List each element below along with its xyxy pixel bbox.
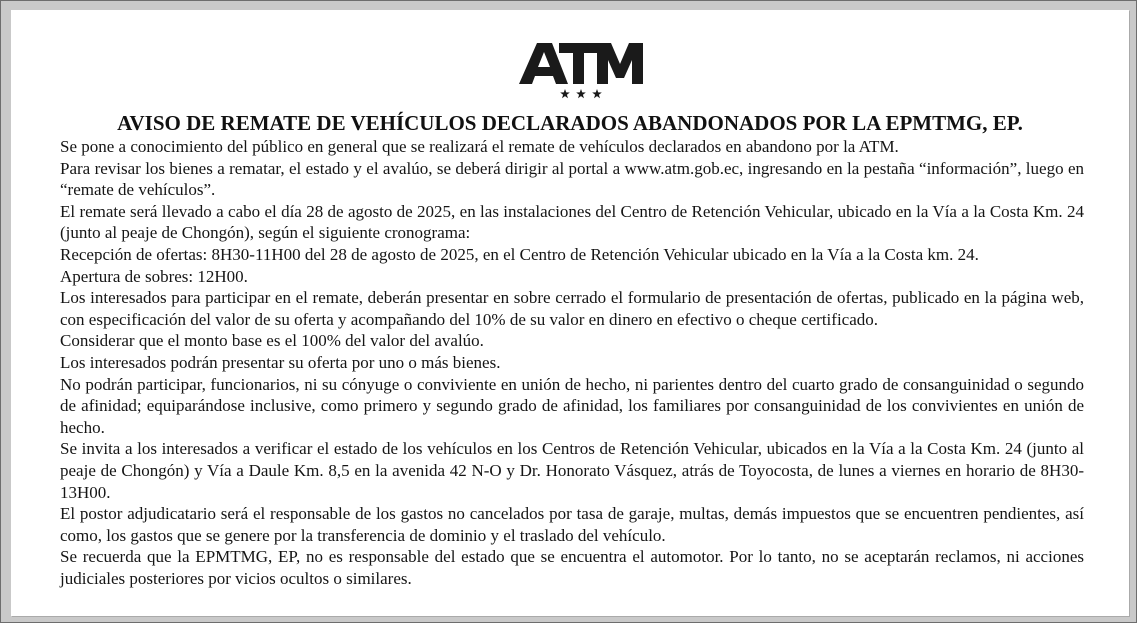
paragraph-participation-requirements: Los interesados para participar en el remate, deberán presentar en sobre cerrado el formulario de presentación de ofertas, publicado en la página web, con especificación del valor de su oferta y acompañando del 10% de su valor en dinero en efectivo o cheque certificado. [60, 288, 1084, 329]
paragraph-auction-date: El remate será llevado a cabo el día 28 de agosto de 2025, en las instalaciones del Centro de Retención Vehicular, ubicado en la Vía a la Costa Km. 24 (junto al peaje de Chongón), según el siguiente cronograma: [60, 201, 1084, 243]
notice-sheet [11, 10, 1129, 616]
logo-letter-m [597, 43, 643, 84]
paragraph-offer-reception: Recepción de ofertas: 8H30-11H00 del 28 de agosto de 2025, en el Centro de Retención Vehicular ubicado en la Vía a la Costa km. 24. [60, 244, 979, 264]
paragraph-vehicle-inspection: Se invita a los interesados a verificar el estado de los vehículos en los Centros de Retención Vehicular, ubicados en la Vía a la Costa Km. 24 (junto al peaje de Chongón) y Vía a Daule Km. 8,5 en la avenida 42 N-O y Dr. Honorato Vásquez, atrás de Toyocosta, de lunes a viernes en horario de 8H30-13H00. [60, 439, 1084, 502]
paragraph-envelope-opening: Apertura de sobres: 12H00. [60, 266, 248, 286]
paragraph-multiple-offers: Los interesados podrán presentar su oferta por uno o más bienes. [60, 352, 501, 372]
notice-body [60, 136, 1084, 589]
atm-logo-graphic [515, 40, 649, 110]
logo-star-icon [592, 89, 602, 98]
paragraph-base-amount: Considerar que el monto base es el 100% del valor del avalúo. [60, 331, 484, 351]
atm-logo [515, 40, 649, 110]
paragraph-exclusions: No podrán participar, funcionarios, ni su cónyuge o conviviente en unión de hecho, ni parientes dentro del cuarto grado de consanguinidad o segundo de afinidad; equiparándose inclusive, como primero y segundo grado de afinidad, los familiares por consanguinidad de los convivientes en unión de hecho. [60, 374, 1084, 437]
notice-title: AVISO DE REMATE DE VEHÍCULOS DECLARADOS ABANDONADOS POR LA EPMTMG, EP. [117, 111, 1023, 135]
logo-star-icon [560, 89, 570, 98]
paragraph-bidder-expenses: El postor adjudicatario será el responsable de los gastos no cancelados por tasa de garaje, multas, demás impuestos que se encuentren pendientes, así como, los gastos que se genere por la transferencia de dominio y el traslado del vehículo. [60, 504, 1084, 545]
logo-star-icon [576, 89, 586, 98]
paragraph-disclaimer: Se recuerda que la EPMTMG, EP, no es responsable del estado que se encuentra el automotor. Por lo tanto, no se aceptarán reclamos, ni acciones judiciales posteriores por vicios ocultos o similares. [60, 547, 1084, 588]
paragraph-announcement: Se pone a conocimiento del público en general que se realizará el remate de vehículos declarados en abandono por la ATM. [60, 137, 899, 156]
paragraph-review-assets: Para revisar los bienes a rematar, el estado y el avalúo, se deberá dirigir al portal a www.atm.gob.ec, ingresando en la pestaña “información”, luego en “remate de vehículos”. [60, 158, 1084, 200]
